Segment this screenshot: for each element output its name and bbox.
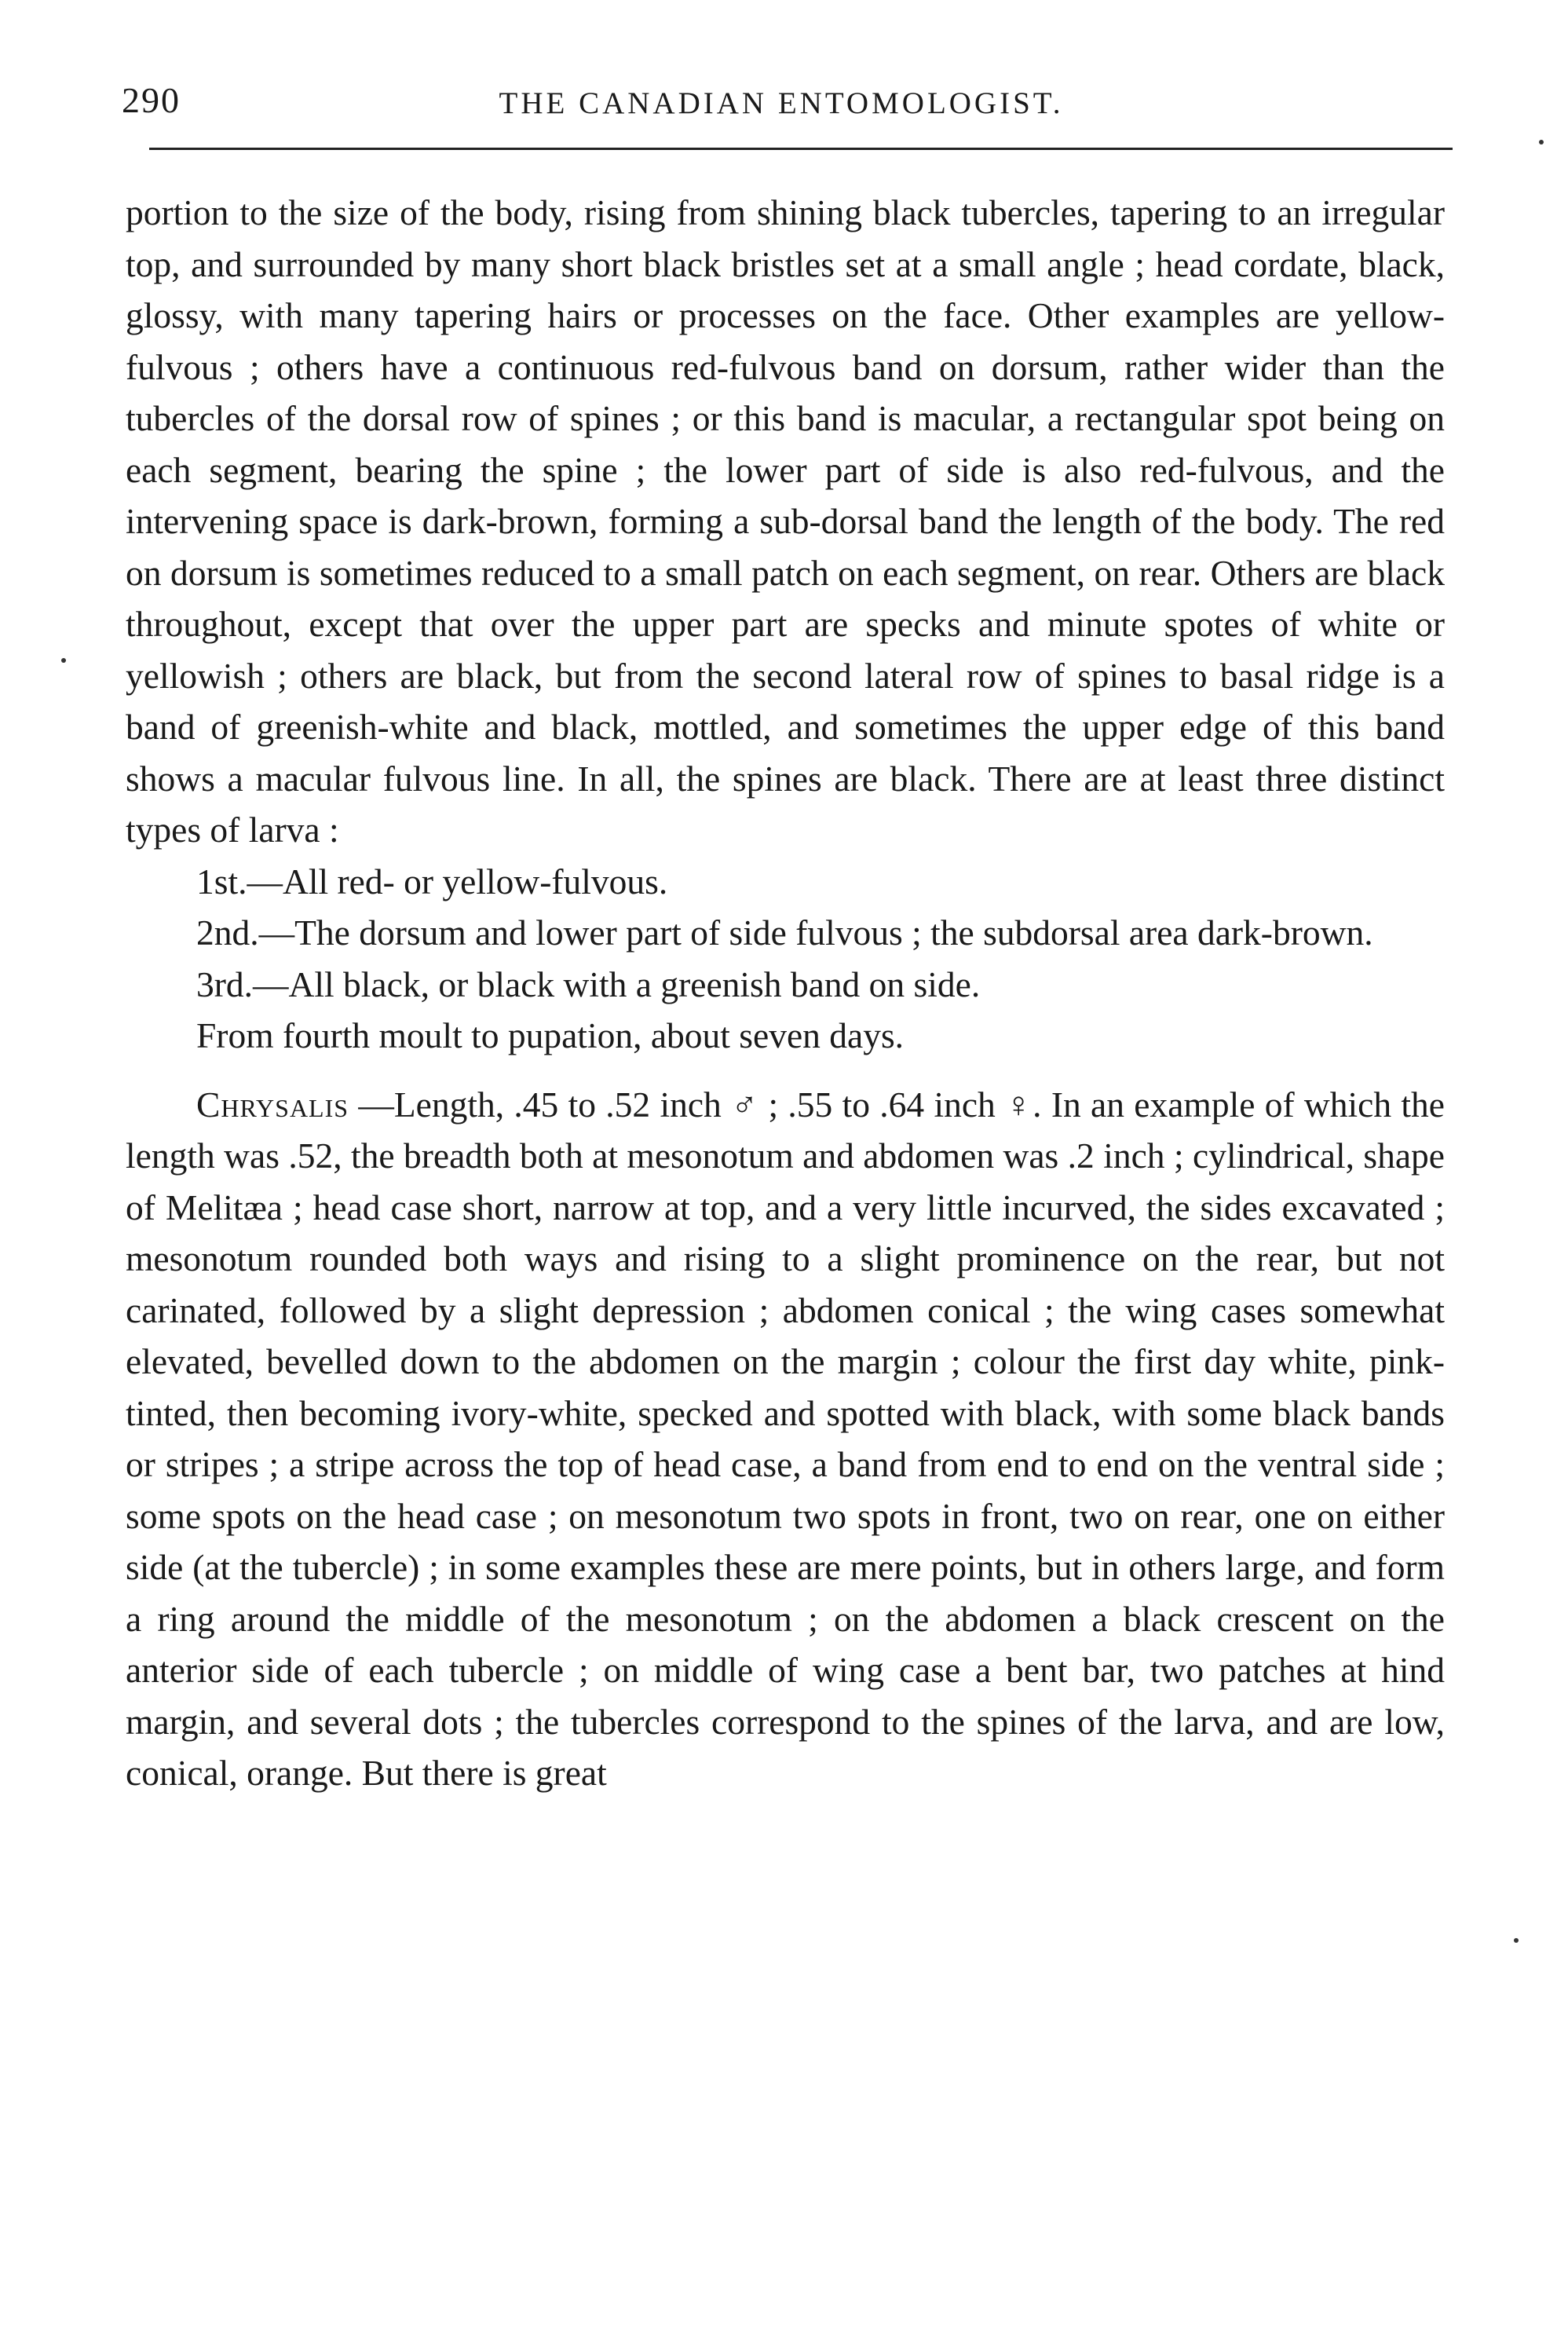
scan-speck <box>61 658 66 663</box>
chrysalis-heading: Chrysalis <box>196 1084 349 1125</box>
paragraph-chrysalis <box>126 1079 1445 1799</box>
body-text <box>126 187 1445 1799</box>
scan-speck <box>1539 140 1544 144</box>
page-header <box>122 77 1441 132</box>
header-rule <box>149 148 1453 150</box>
chrysalis-text: —Length, .45 to .52 inch ♂ ; .55 to .64 inch ♀. In an example of which the length was .52, the breadth both at mesonotum and abdomen was .2 inch ; cylindrical, shape of Melitæa ; head case short, narrow at top, and a very little incurved, the sides excavated ; mesonotum rounded both ways and rising to a slight prominence on the rear, but not carinated, followed by a slight depression ; abdomen conical ; the wing cases somewhat elevated, bevelled down to the abdomen on the margin ; colour the first day white, pink-tinted, then becoming ivory-white, specked and spotted with black, with some black bands or stripes ; a stripe across the top of head case, a band from end to end on the ventral side ; some spots on the head case ; on mesonotum two spots in front, two on rear, one on either side (at the tubercle) ; in some examples these are mere points, but in others large, and form a ring around the middle of the mesonotum ; on the abdomen a black crescent on the anterior side of each tubercle ; on middle of wing case a bent bar, two patches at hind margin, and several dots ; the tubercles correspond to the spines of the larva, and are low, conical, orange. But there is great <box>126 1084 1445 1793</box>
paragraph-larva-description: portion to the size of the body, rising from shining black tubercles, tapering to an irregular top, and surrounded by many short black bristles set at a small angle ; head cordate, black, glossy, with many tapering hairs or processes on the face. Other examples are yellow-fulvous ; others have a continuous red-fulvous band on dorsum, rather wider than the tubercles of the dorsal row of spines ; or this band is macular, a rectangular spot being on each segment, bearing the spine ; the lower part of side is also red-fulvous, and the intervening space is dark-brown, forming a sub-dorsal band the length of the body. The red on dorsum is sometimes reduced to a small patch on each segment, on rear. Others are black throughout, except that over the upper part are specks and minute spotes of white or yellowish ; others are black, but from the second lateral row of spines to basal ridge is a band of greenish-white and black, mottled, and sometimes the upper edge of this band shows a macular fulvous line. In all, the spines are black. There are at least three distinct types of larva : <box>126 192 1445 850</box>
larva-type-3: 3rd.—All black, or black with a greenish band on side. <box>196 964 981 1004</box>
larva-type-1: 1st.—All red- or yellow-fulvous. <box>196 861 668 902</box>
page-number: 290 <box>122 80 181 120</box>
larva-type-2: 2nd.—The dorsum and lower part of side fulvous ; the subdorsal area dark-brown. <box>196 912 1373 953</box>
running-title: THE CANADIAN ENTOMOLOGIST. <box>499 86 1064 120</box>
scan-speck <box>1514 1938 1519 1943</box>
paragraph-moult-duration: From fourth moult to pupation, about seven days. <box>196 1015 905 1055</box>
